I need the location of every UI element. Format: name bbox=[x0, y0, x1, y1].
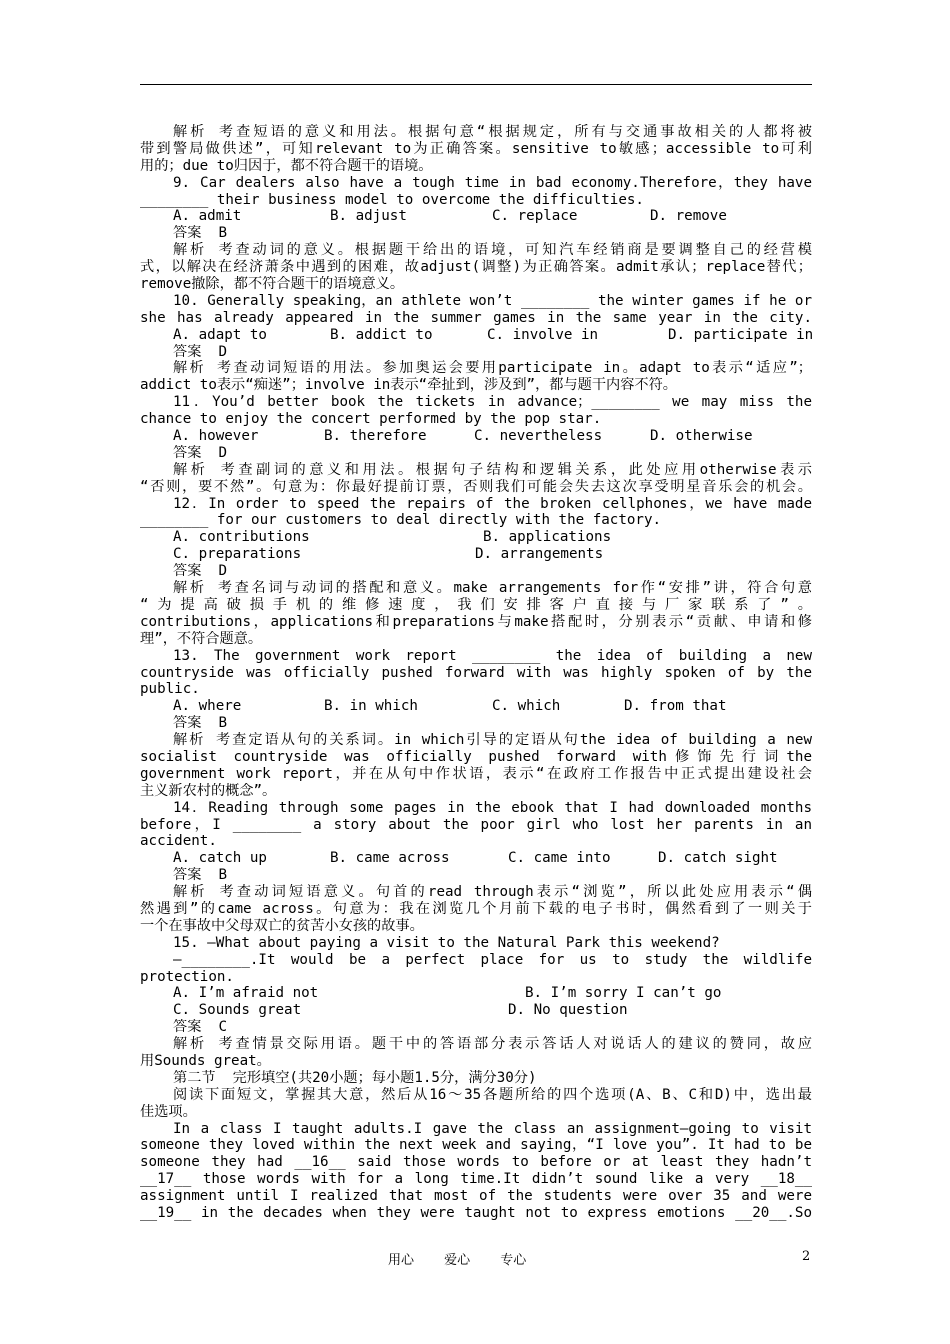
text-line: 佳选项。 bbox=[140, 1103, 197, 1120]
text-line: 解析 考查定语从句的关系词。in which引导的定语从句the idea of building a new bbox=[173, 732, 812, 749]
option-row bbox=[140, 208, 812, 225]
answer-option: C. involve in bbox=[487, 326, 599, 343]
answer-option: A. catch up bbox=[173, 850, 267, 867]
option-row bbox=[140, 1002, 812, 1019]
text-line: government work report，并在从句中作状语，表示“在政府工作报告中正式提出建设社会 bbox=[140, 765, 812, 782]
answer-option: D. remove bbox=[650, 208, 727, 225]
answer-option: C. replace bbox=[492, 208, 578, 225]
text-line: someone they had __16__ said those words to before or at least they hadn’t bbox=[140, 1154, 812, 1171]
text-line: 10. Generally speaking，an athlete won’t ________ the winter games if he or bbox=[173, 292, 812, 309]
text-line: 用的；due to归因于，都不符合题干的语境。 bbox=[140, 157, 433, 174]
text-line: 答案 B bbox=[173, 867, 227, 884]
text-line: __19__ in the decades when they were taught not to express emotions __20__.So bbox=[140, 1205, 812, 1221]
text-line: 答案 C bbox=[173, 1019, 227, 1036]
text-line: contributions，applications和preparations与make搭配时，分别表示“贡献、申请和修 bbox=[140, 613, 812, 630]
document-body bbox=[140, 124, 812, 1222]
text-line: 9. Car dealers also have a tough time in bad economy.Therefore，they have bbox=[173, 174, 812, 191]
text-line: 解析 考查动词的意义。根据题干给出的语境，可知汽车经销商是要调整自己的经营模 bbox=[173, 242, 812, 259]
text-line: addict to表示“痴迷”；involve in表示“牵扯到，涉及到”，都与题干内容不符。 bbox=[140, 377, 677, 394]
text-line: 解析 考查短语的意义和用法。根据句意“根据规定，所有与交通事故相关的人都将被 bbox=[173, 124, 812, 140]
text-line: 用Sounds great。 bbox=[140, 1052, 271, 1069]
option-row bbox=[140, 850, 812, 867]
option-row bbox=[140, 529, 812, 546]
answer-option: D. catch sight bbox=[658, 850, 778, 867]
text-line: In a class I taught adults.I gave the class an assignment—going to visit bbox=[173, 1120, 812, 1137]
text-line: countryside was officially pushed forward with was highly spoken of by the bbox=[140, 664, 812, 681]
answer-option: C. came into bbox=[508, 850, 611, 867]
text-line: someone they loved within the next week and saying，“I love you”. It had to be bbox=[140, 1137, 812, 1154]
text-line: 一个在事故中父母双亡的贫苦小女孩的故事。 bbox=[140, 917, 424, 934]
answer-option: C. which bbox=[492, 698, 561, 715]
text-line: 13. The government work report ________ the idea of building a new bbox=[173, 647, 812, 664]
text-line: “为提高破损手机的维修速度，我们安排客户直接与厂家联系了”。 bbox=[140, 596, 812, 613]
text-line: 11．You’d better book the tickets in advance；________ we may miss the bbox=[173, 394, 812, 411]
answer-option: C. preparations bbox=[173, 546, 302, 563]
text-line: accident. bbox=[140, 833, 217, 850]
text-line: 然遇到”的came across。句意为：我在浏览几个月前下载的电子书时，偶然看到了一则关于 bbox=[140, 900, 812, 917]
answer-option: B. applications bbox=[483, 529, 612, 546]
text-line: public. bbox=[140, 681, 200, 698]
answer-option: A. I’m afraid not bbox=[173, 985, 319, 1002]
text-line: 解析 考查动词短语的用法。参加奥运会要用participate in。adapt to表示“适应”； bbox=[173, 360, 812, 377]
answer-option: D. from that bbox=[624, 698, 727, 715]
text-line: 阅读下面短文，掌握其大意，然后从16～35各题所给的四个选项(A、B、C和D)中，选出最 bbox=[173, 1086, 812, 1103]
text-line: —________.It would be a perfect place for us to study the wildlife bbox=[173, 951, 812, 968]
text-line: 答案 D bbox=[173, 444, 227, 461]
answer-option: D. participate in bbox=[668, 326, 814, 343]
answer-option: D. otherwise bbox=[650, 428, 753, 445]
page-number: 2 bbox=[802, 1249, 811, 1264]
text-line: chance to enjoy the concert performed by the pop star. bbox=[140, 411, 602, 428]
text-line: __17__ those words with for a long time.It didn’t sound like a very __18__ bbox=[140, 1171, 812, 1188]
text-line: 答案 B bbox=[173, 715, 227, 732]
answer-option: D. arrangements bbox=[475, 546, 604, 563]
option-row bbox=[140, 698, 812, 715]
text-line: before，I ________ a story about the poor girl who lost her parents in an bbox=[140, 816, 812, 833]
text-line: “否则，要不然”。句意为：你最好提前订票，否则我们可能会失去这次享受明星音乐会的机会。 bbox=[140, 478, 812, 495]
answer-option: A. adapt to bbox=[173, 326, 267, 343]
text-line: 答案 B bbox=[173, 225, 227, 242]
answer-option: C. nevertheless bbox=[474, 428, 603, 445]
text-line: 带到警局做供述”，可知relevant to为正确答案。sensitive to敏感；accessible to可利 bbox=[140, 140, 812, 157]
answer-option: A. contributions bbox=[173, 529, 310, 546]
answer-option: B. adjust bbox=[330, 208, 407, 225]
option-row bbox=[140, 327, 812, 344]
text-line: ________ for our customers to deal directly with the factory. bbox=[140, 512, 662, 529]
text-line: 15. —What about paying a visit to the Natural Park this weekend? bbox=[173, 934, 720, 951]
answer-option: B. came across bbox=[330, 850, 450, 867]
text-line: 14．Reading through some pages in the ebook that I had downloaded months bbox=[173, 799, 812, 816]
option-row bbox=[140, 546, 812, 563]
text-line: remove撤除，都不符合题干的语境意义。 bbox=[140, 276, 405, 293]
text-line: 答案 D bbox=[173, 563, 227, 580]
text-line: 答案 D bbox=[173, 343, 227, 360]
answer-option: B. in which bbox=[324, 698, 418, 715]
answer-option: C. Sounds great bbox=[173, 1002, 302, 1019]
text-line: assignment until I realized that most of the students were over 35 and were bbox=[140, 1188, 812, 1205]
footer-motto: 用心 爱心 专心 bbox=[388, 1253, 527, 1268]
text-line: 12．In order to speed the repairs of the broken cellphones，we have made bbox=[173, 495, 812, 512]
answer-option: A. admit bbox=[173, 208, 242, 225]
option-row bbox=[140, 428, 812, 445]
header-rule bbox=[140, 84, 812, 85]
answer-option: A. where bbox=[173, 698, 242, 715]
answer-option: B. I’m sorry I can’t go bbox=[525, 985, 722, 1002]
answer-option: B. therefore bbox=[324, 428, 427, 445]
text-line: 主义新农村的概念”。 bbox=[140, 782, 277, 799]
text-line: 式，以解决在经济萧条中遇到的困难，故adjust(调整)为正确答案。admit承认；replace替代； bbox=[140, 259, 812, 276]
answer-option: D. No question bbox=[508, 1002, 628, 1019]
text-line: 解析 考查副词的意义和用法。根据句子结构和逻辑关系，此处应用otherwise表示 bbox=[173, 461, 812, 478]
text-line: 解析 考查动词短语意义。句首的read through表示“浏览”，所以此处应用表示“偶 bbox=[173, 884, 812, 901]
text-line: 理”，不符合题意。 bbox=[140, 630, 263, 647]
text-line: 解析 考查情景交际用语。题干中的答语部分表示答话人对说话人的建议的赞同，故应 bbox=[173, 1036, 812, 1053]
answer-option: A. however bbox=[173, 428, 259, 445]
answer-option: B. addict to bbox=[330, 326, 433, 343]
text-line: she has already appeared in the summer games in the same year in the city. bbox=[140, 309, 812, 326]
option-row bbox=[140, 985, 812, 1002]
text-line: socialist countryside was officially pushed forward with修饰先行词the bbox=[140, 748, 812, 765]
text-line: protection. bbox=[140, 968, 234, 985]
text-line: 第二节 完形填空(共20小题；每小题1.5分，满分30分) bbox=[173, 1069, 537, 1086]
text-line: 解析 考查名词与动词的搭配和意义。make arrangements for作“安排”讲，符合句意 bbox=[173, 580, 812, 597]
text-line: ________ their business model to overcome the difficulties. bbox=[140, 191, 644, 208]
